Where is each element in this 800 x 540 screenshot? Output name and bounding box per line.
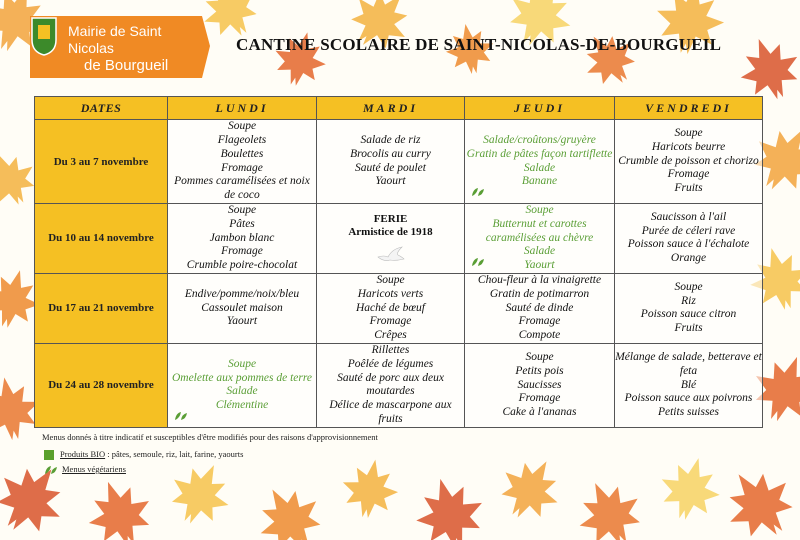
dish: Petits suisses <box>657 406 719 419</box>
header-mardi: MARDI <box>317 97 465 120</box>
dish: Fruits <box>674 322 703 335</box>
dish: Haricots verts <box>357 287 424 300</box>
disclaimer-note: Menus donnés à titre indicatif et susceptibles d'être modifiés pour des raisons d'approvisionnement <box>42 432 378 442</box>
dish: Yaourt <box>226 315 258 328</box>
week-date: Du 17 au 21 novembre <box>35 273 168 343</box>
bio-legend <box>44 449 243 460</box>
holiday-label: FERIE <box>373 213 408 226</box>
dish: Compote <box>518 329 561 342</box>
menu-cell-lundi <box>168 120 317 204</box>
dish: Salade/croûtons/gruyère <box>483 133 596 146</box>
menu-cell-vendredi <box>615 120 763 204</box>
dish: Fromage <box>518 392 561 405</box>
dish: Fromage <box>667 168 710 181</box>
week-date: Du 3 au 7 novembre <box>35 120 168 204</box>
dish: Soupe <box>227 204 257 216</box>
dish: Salade <box>523 245 556 258</box>
dish: Cassoulet maison <box>201 301 283 314</box>
dish: Endive/pomme/noix/bleu <box>184 287 300 300</box>
table-row <box>35 273 763 343</box>
logo-line-1: Mairie de Saint Nicolas <box>68 23 162 56</box>
dish: Soupe <box>674 127 703 139</box>
menu-cell-lundi-vegetarian <box>168 343 317 427</box>
dish: Soupe <box>525 204 554 216</box>
dish: Omelette aux pommes de terre <box>171 371 313 384</box>
vegetarian-leaf-icon <box>174 411 188 421</box>
bio-label-icon <box>44 450 54 460</box>
dish: Haché de bœuf <box>356 301 425 314</box>
dish: Orange <box>670 252 707 265</box>
dish: Flageolets <box>217 133 267 146</box>
menu-cell-vendredi <box>615 343 763 427</box>
dish: Poisson sauce à l'échalote <box>627 238 750 251</box>
dish: Cake à l'ananas <box>502 406 577 419</box>
dish: Crêpes <box>374 329 407 342</box>
menu-cell-mardi-holiday <box>317 204 465 274</box>
dish: Boulettes <box>220 147 264 160</box>
dove-icon <box>376 245 406 263</box>
dish: Crumble de poisson et chorizo <box>618 154 759 167</box>
dish: Yaourt <box>524 259 555 272</box>
dish: Crumble poire-chocolat <box>186 259 298 272</box>
dish: Poisson sauce citron <box>640 308 737 321</box>
dish: Soupe <box>674 280 703 293</box>
dish: Délice de mascarpone aux fruits <box>329 399 452 426</box>
dish: Petits pois <box>515 364 564 377</box>
dish: Rillettes <box>371 344 410 357</box>
dish: Soupe <box>525 350 554 363</box>
dish: Jambon blanc <box>209 231 275 244</box>
page-title: CANTINE SCOLAIRE DE SAINT-NICOLAS-DE-BOURGUEIL <box>236 35 722 54</box>
header-vendredi: VENDREDI <box>615 97 763 120</box>
dish: Fromage <box>518 315 561 328</box>
menu-cell-mardi <box>317 343 465 427</box>
dish: Sauté de poulet <box>355 161 426 174</box>
dish: Saucisson à l'ail <box>650 210 727 223</box>
header-dates: DATES <box>35 97 168 120</box>
header-lundi: LUNDI <box>168 97 317 120</box>
logo-line-2: de Bourgueil <box>84 57 169 74</box>
menu-cell-jeudi <box>465 343 615 427</box>
dish: Yaourt <box>375 175 406 188</box>
dish: Sauté de porc aux deux moutardes <box>337 371 444 398</box>
vegetarian-label: Menus végétariens <box>62 464 126 474</box>
holiday-name: Armistice de 1918 <box>348 226 433 239</box>
dish: Soupe <box>376 273 405 286</box>
dish: Saucisses <box>517 378 562 391</box>
vegetarian-leaf-icon <box>44 465 58 475</box>
vegetarian-legend <box>44 464 126 475</box>
dish: Fruits <box>674 182 703 195</box>
dish: Gratin de potimarron <box>489 287 590 300</box>
dish: Salade de riz <box>360 133 421 146</box>
menu-cell-mardi <box>317 273 465 343</box>
dish: Poêlée de légumes <box>347 357 434 370</box>
dish: Haricots beurre <box>651 140 726 153</box>
table-row <box>35 120 763 204</box>
dish: Soupe <box>227 357 257 370</box>
dish: Pommes caramélisées et noix de coco <box>174 175 310 202</box>
header-row <box>35 97 763 120</box>
dish: Blé <box>680 378 697 391</box>
crest-icon <box>30 16 58 56</box>
menu-cell-vendredi <box>615 273 763 343</box>
dish: Sauté de dinde <box>505 301 574 314</box>
dish: Butternut et carottes caramélisées au chèvre <box>485 217 594 244</box>
dish: Brocolis au curry <box>350 147 431 160</box>
mairie-logo <box>30 16 210 78</box>
dish: Banane <box>521 175 558 188</box>
dish: Clémentine <box>215 399 269 412</box>
dish: Chou-fleur à la vinaigrette <box>477 273 602 286</box>
dish: Fromage <box>369 315 412 328</box>
table-row <box>35 204 763 274</box>
dish: Fromage <box>221 245 263 258</box>
menu-cell-lundi <box>168 273 317 343</box>
dish: Poisson sauce aux poivrons <box>624 392 753 405</box>
table-row <box>35 343 763 427</box>
menu-cell-jeudi-vegetarian <box>465 204 615 274</box>
menu-cell-jeudi-vegetarian <box>465 120 615 204</box>
dish: Riz <box>681 294 696 307</box>
dish: Pâtes <box>229 217 255 230</box>
bio-label: Produits BIO <box>60 449 106 459</box>
menu-cell-lundi <box>168 204 317 274</box>
dish: Fromage <box>221 161 263 174</box>
dish: Purée de céleri rave <box>641 224 736 237</box>
dish: Mélange de salade, betterave et feta <box>615 350 762 377</box>
dish: Salade <box>523 161 556 174</box>
menu-cell-vendredi <box>615 204 763 274</box>
dish: Gratin de pâtes façon tartiflette <box>466 147 613 160</box>
week-date: Du 24 au 28 novembre <box>35 343 168 427</box>
vegetarian-leaf-icon <box>471 257 485 267</box>
week-date: Du 10 au 14 novembre <box>35 204 168 274</box>
vegetarian-leaf-icon <box>471 187 485 197</box>
dish: Soupe <box>227 120 257 133</box>
bio-items: : pâtes, semoule, riz, lait, farine, yaourts <box>105 449 244 459</box>
menu-cell-mardi <box>317 120 465 204</box>
menu-cell-jeudi <box>465 273 615 343</box>
menu-table <box>34 96 763 428</box>
header-jeudi: JEUDI <box>465 97 615 120</box>
dish: Salade <box>226 385 258 398</box>
